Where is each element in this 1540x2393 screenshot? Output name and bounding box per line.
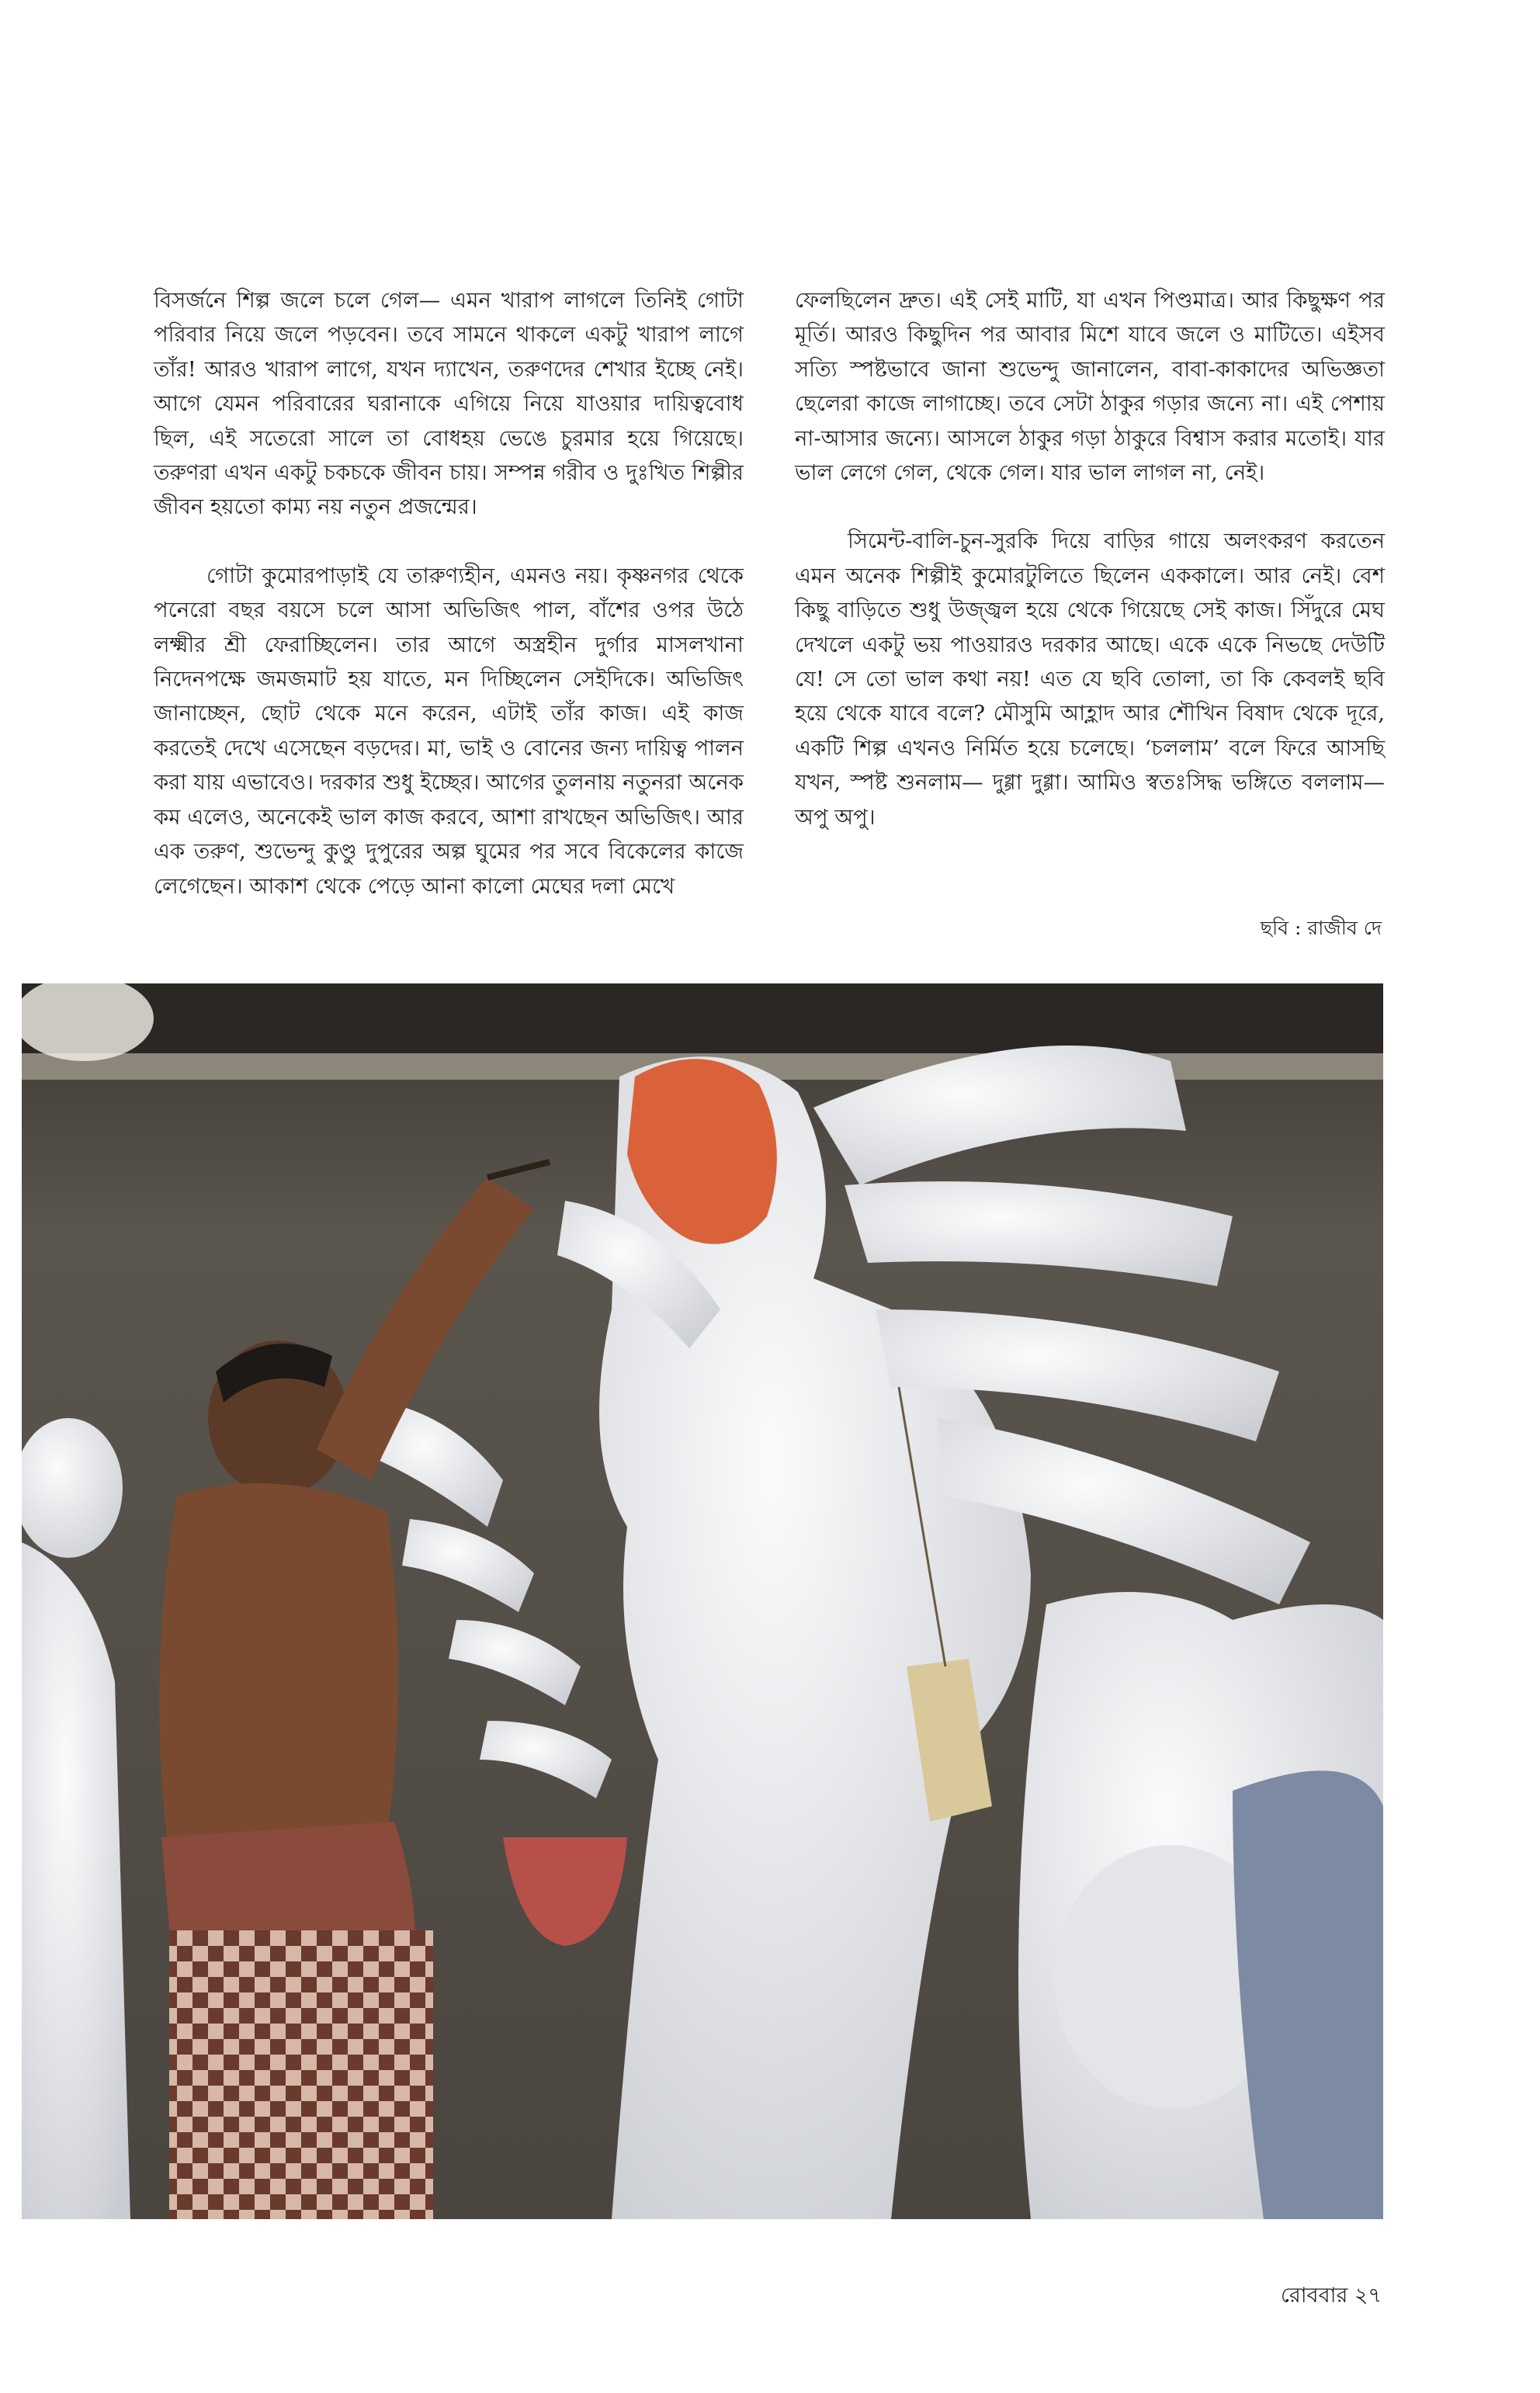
paragraph-spacer <box>154 525 744 559</box>
idol-hair-blue <box>1233 1770 1383 2219</box>
article-left-column <box>154 283 744 903</box>
photo-credit: ছবি : রাজীব দে <box>1260 917 1382 939</box>
paragraph-spacer <box>795 490 1385 524</box>
article-paragraph: বিসর্জনে শিল্প জলে চলে গেল— এমন খারাপ লাগলে তিনিই গোটা পরিবার নিয়ে জলে পড়বেন। তবে সামনে থাকলে একটু খারাপ লাগে তাঁর! আরও খারাপ লাগে, যখন দ্যাখেন, তরুণদের শেখার ইচ্ছে নেই। আগে যেমন পরিবারের ঘরানাকে এগিয়ে নিয়ে যাওয়ার দায়িত্ববোধ ছিল, এই সতেরো সালে তা বোধহয় ভেঙে চুরমার হয়ে গিয়েছে। তরুণরা এখন একটু চকচকে জীবন চায়। সম্পন্ন গরীব ও দুঃখিত শিল্পীর জীবন হয়তো কাম্য নয় নতুন প্রজন্মের। <box>154 288 744 520</box>
article-right-column <box>795 283 1385 834</box>
article-paragraph: ফেলছিলেন দ্রুত। এই সেই মাটি, যা এখন পিণ্ডমাত্র। আর কিছুক্ষণ পর মূর্তি। আরও কিছুদিন পর আবার মিশে যাবে জলে ও মাটিতে। এইসব সত্যি স্পষ্টভাবে জানা শুভেন্দু জানালেন, বাবা-কাকাদের অভিজ্ঞতা ছেলেরা কাজে লাগাচ্ছে। তবে সেটা ঠাকুর গড়ার জন্যে না। এই পেশায় না-আসার জন্যে। আসলে ঠাকুর গড়া ঠাকুরে বিশ্বাস করার মতোই। যার ভাল লেগে গেল, থেকে গেল। যার ভাল লাগল না, নেই। <box>795 288 1385 486</box>
photo-illustration <box>22 983 1383 2219</box>
article-photo <box>22 983 1383 2219</box>
artisan-torso <box>159 1483 398 1853</box>
idol-right-figure <box>1018 1592 1383 2219</box>
article-paragraph: গোটা কুমোরপাড়াই যে তারুণ্যহীন, এমনও নয়। কৃষ্ণনগর থেকে পনেরো বছর বয়সে চলে আসা অভিজিৎ পাল, বাঁশের ওপর উঠে লক্ষ্মীর শ্রী ফেরাচ্ছিলেন। তার আগে অস্ত্রহীন দুর্গার মাসলখানা নিদেনপক্ষে জমজমাট হয় যাতে, মন দিচ্ছিলেন সেইদিকে। অভিজিৎ জানাচ্ছেন, ছোট থেকে মনে করেন, এটাই তাঁর কাজ। এই কাজ করতেই দেখে এসেছেন বড়দের। মা, ভাই ও বোনের জন্য দায়িত্ব পালন করা যায় এভাবেও। দরকার শুধু ইচ্ছের। আগের তুলনায় নতুনরা অনেক কম এলেও, অনেকেই ভাল কাজ করবে, আশা রাখছেন অভিজিৎ। আর এক তরুণ, শুভেন্দু কুণ্ডু দুপুরের অল্প ঘুমের পর সবে বিকেলের কাজে লেগেছেন। আকাশ থেকে পেড়ে আনা কালো মেঘের দলা মেখে <box>154 563 744 899</box>
page-footer-label: রোববার ২৭ <box>1280 2284 1382 2308</box>
artisan-lungi <box>169 1930 433 2219</box>
article-paragraph: সিমেন্ট-বালি-চুন-সুরকি দিয়ে বাড়ির গায়ে অলংকরণ করতেন এমন অনেক শিল্পীই কুমোরটুলিতে ছিলেন এককালে। আর নেই। বেশ কিছু বাড়িতে শুধু উজ্জ্বল হয়ে থেকে গিয়েছে সেই কাজ। সিঁদুরে মেঘ দেখলে একটু ভয় পাওয়ারও দরকার আছে। একে একে নিভছে দেউটি যে! সে তো ভাল কথা নয়! এত যে ছবি তোলা, তা কি কেবলই ছবি হয়ে থেকে যাবে বলে? মৌসুমি আহ্লাদ আর শৌখিন বিষাদ থেকে দূরে, একটি শিল্প এখনও নির্মিত হয়ে চলেছে। ‘চললাম’ বলে ফিরে আসছি যখন, স্পষ্ট শুনলাম— দুগ্গা দুগ্গা। আমিও স্বতঃসিদ্ধ ভঙ্গিতে বললাম— অপু অপু। <box>795 529 1385 830</box>
ceiling <box>22 983 1383 1053</box>
